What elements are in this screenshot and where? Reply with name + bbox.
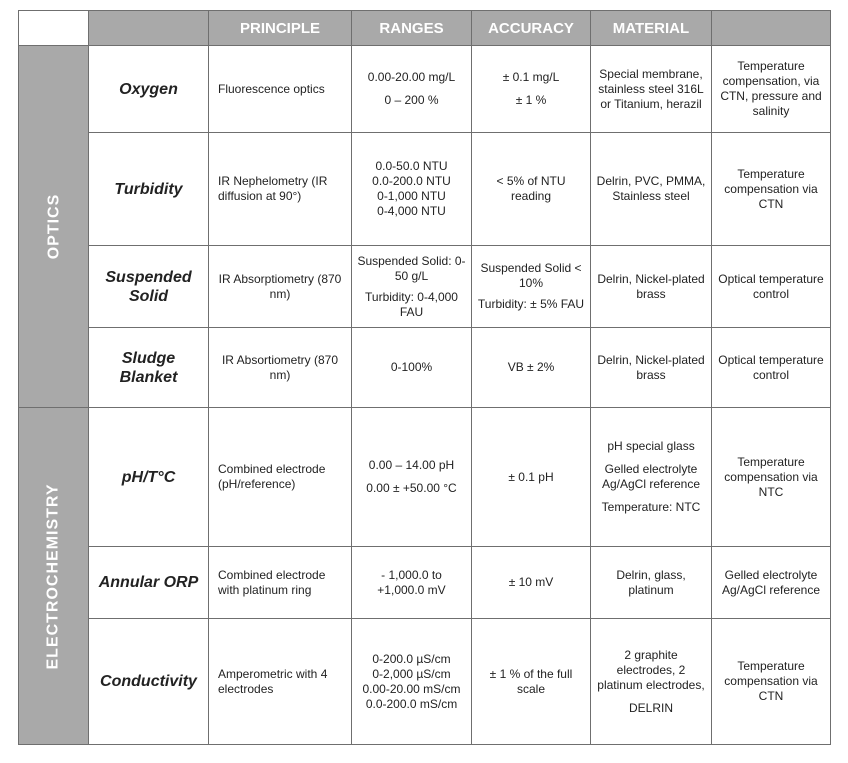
- material-oxygen: Special membrane, stainless steel 316L or Titanium, herazil: [590, 45, 712, 133]
- ranges-oxygen: [351, 45, 472, 133]
- accuracy-orp: ± 10 mV: [471, 546, 591, 619]
- header-material: MATERIAL: [590, 10, 712, 46]
- param-ph: pH/T°C: [88, 407, 209, 547]
- accuracy-suspended-solid: [471, 245, 591, 328]
- group-electrochemistry-label: ELECTROCHEMISTRY: [45, 482, 63, 670]
- param-suspended-solid: Suspended Solid: [88, 245, 209, 328]
- material-conductivity-line: DELRIN: [628, 700, 673, 715]
- ranges-sludge-blanket: 0-100%: [351, 327, 472, 408]
- material-orp: Delrin, glass, platinum: [590, 546, 712, 619]
- ranges-turbidity: [351, 132, 472, 246]
- header-principle: PRINCIPLE: [208, 10, 352, 46]
- param-sludge-blanket: Sludge Blanket: [88, 327, 209, 408]
- accuracy-ph: ± 0.1 pH: [471, 407, 591, 547]
- ranges-suspended-solid: [351, 245, 472, 328]
- material-conductivity: [590, 618, 712, 745]
- ranges-conductivity: [351, 618, 472, 745]
- principle-sludge-blanket: IR Absortiometry (870 nm): [208, 327, 352, 408]
- header-extra: [711, 10, 831, 46]
- ranges-conductivity-line: 0.0-200.0 mS/cm: [365, 696, 458, 711]
- extra-orp: Gelled electrolyte Ag/AgCl reference: [711, 546, 831, 619]
- accuracy-oxygen-line: ± 0.1 mg/L: [502, 70, 560, 84]
- accuracy-oxygen: [471, 45, 591, 133]
- ranges-oxygen-line: 0 – 200 %: [384, 93, 439, 107]
- ranges-conductivity-line: 0-2,000 µS/cm: [372, 666, 451, 681]
- param-orp: Annular ORP: [88, 546, 209, 619]
- ranges-suspended-solid-line: Turbidity: 0-4,000 FAU: [365, 289, 458, 319]
- principle-orp: Combined electrode with platinum ring: [208, 546, 352, 619]
- material-ph-line: Temperature: NTC: [601, 500, 701, 514]
- ranges-oxygen-line: 0.00-20.00 mg/L: [367, 70, 456, 84]
- header-accuracy: ACCURACY: [471, 10, 591, 46]
- param-conductivity: Conductivity: [88, 618, 209, 745]
- principle-conductivity: Amperometric with 4 electrodes: [208, 618, 352, 745]
- accuracy-suspended-solid-line: Turbidity: ± 5% FAU: [477, 297, 585, 311]
- spec-table: [18, 10, 831, 745]
- principle-oxygen: Fluorescence optics: [208, 45, 352, 133]
- extra-oxygen: Temperature compensation, via CTN, pressure and salinity: [711, 45, 831, 133]
- ranges-turbidity-line: 0.0-200.0 NTU: [372, 174, 451, 188]
- ranges-conductivity-line: 0.00-20.00 mS/cm: [362, 681, 461, 696]
- ranges-turbidity-line: 0.0-50.0 NTU: [375, 159, 448, 173]
- material-sludge-blanket: Delrin, Nickel-plated brass: [590, 327, 712, 408]
- principle-suspended-solid: IR Absorptiometry (870 nm): [208, 245, 352, 328]
- extra-conductivity: Temperature compensation via CTN: [711, 618, 831, 745]
- principle-turbidity: IR Nephelometry (IR diffusion at 90°): [208, 132, 352, 246]
- extra-turbidity: Temperature compensation via CTN: [711, 132, 831, 246]
- accuracy-oxygen-line: ± 1 %: [515, 93, 547, 107]
- material-suspended-solid: Delrin, Nickel-plated brass: [590, 245, 712, 328]
- param-turbidity: Turbidity: [88, 132, 209, 246]
- group-optics-label: OPTICS: [45, 193, 62, 260]
- ranges-turbidity-line: 0-1,000 NTU: [377, 189, 446, 203]
- extra-sludge-blanket: Optical temperature control: [711, 327, 831, 408]
- material-ph: [590, 407, 712, 547]
- extra-ph: Temperature compensation via NTC: [711, 407, 831, 547]
- principle-ph: Combined electrode (pH/reference): [208, 407, 352, 547]
- ranges-ph-line: 0.00 ± +50.00 °C: [366, 481, 457, 495]
- material-turbidity: Delrin, PVC, PMMA, Stainless steel: [590, 132, 712, 246]
- material-conductivity-line: 2 graphite electrodes, 2 platinum electrodes,: [597, 647, 705, 692]
- accuracy-turbidity: < 5% of NTU reading: [471, 132, 591, 246]
- ranges-turbidity-line: 0-4,000 NTU: [377, 204, 446, 218]
- ranges-ph: [351, 407, 472, 547]
- header-blank: [88, 10, 209, 46]
- material-ph-line: Gelled electrolyte Ag/AgCl reference: [601, 462, 701, 491]
- group-optics: [18, 45, 89, 408]
- accuracy-sludge-blanket: VB ± 2%: [471, 327, 591, 408]
- param-oxygen: Oxygen: [88, 45, 209, 133]
- ranges-orp: - 1,000.0 to +1,000.0 mV: [351, 546, 472, 619]
- material-ph-line: pH special glass: [607, 439, 695, 453]
- ranges-ph-line: 0.00 – 14.00 pH: [368, 458, 455, 472]
- corner-cell: [18, 10, 89, 46]
- accuracy-conductivity: ± 1 % of the full scale: [471, 618, 591, 745]
- extra-suspended-solid: Optical temperature control: [711, 245, 831, 328]
- ranges-conductivity-line: 0-200.0 µS/cm: [372, 651, 451, 666]
- ranges-suspended-solid-line: Suspended Solid: 0-50 g/L: [357, 253, 466, 283]
- group-electrochemistry: [18, 407, 89, 745]
- accuracy-suspended-solid-line: Suspended Solid < 10%: [480, 261, 582, 290]
- header-ranges: RANGES: [351, 10, 472, 46]
